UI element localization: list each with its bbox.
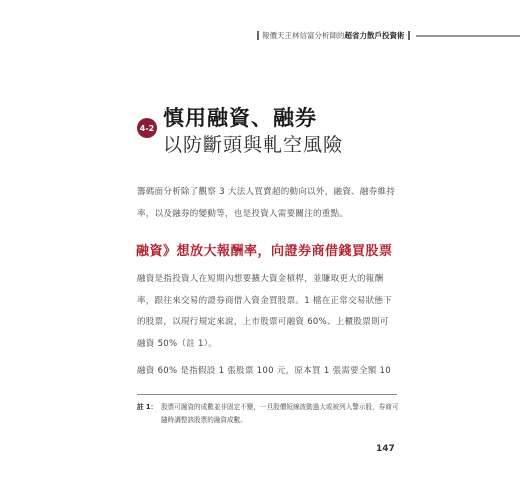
header-divider-left [257,31,259,40]
section-title-line2: 以防斷頭與軋空風險 [163,134,344,156]
page-number: 147 [376,444,395,454]
footnote [137,401,399,427]
running-header-emphasis: 超省力散戶投資術 [344,30,405,40]
header-divider-right [408,31,410,40]
body-paragraph-margin: 融資是指投資人在短期內想要擴大資金槓桿，並賺取更大的報酬率，跟往來交易的證券商借入資金買股票。1 檔在正常交易狀態下的股票，以現行規定來說，上市股票可融資 60%、上櫃股票則可融資 50%（註 1）。 [137,274,393,349]
footnote-divider [137,394,397,395]
running-header-prefix: 報價天王林信富分析師的 [262,30,345,40]
section-number-badge: 4-2 [137,118,157,138]
running-header [254,28,416,42]
body-paragraph-intro: 籌碼面分析除了觀察 3 大法人買賣超的動向以外，融資、融券維持率，以及融券的變動等，也是投資人需要關注的重點。 [137,187,396,219]
body-paragraph-example: 融資 60% 是指假設 1 張股票 100 元，原本買 1 張需要全額 10 [137,366,391,376]
header-rule [416,35,520,37]
footnote-label: 註 1： [137,403,158,411]
footnote-text: 股票可融資的成數並非固定不變，一旦股價短線波動過大或被列入警示股，券商可隨時調整該股票的融資成數。 [161,403,399,424]
subsection-heading: 融資》想放大報酬率，向證券商借錢買股票 [136,244,393,259]
running-header-text [262,30,405,41]
section-title-line1: 慎用融資、融券 [163,106,317,130]
